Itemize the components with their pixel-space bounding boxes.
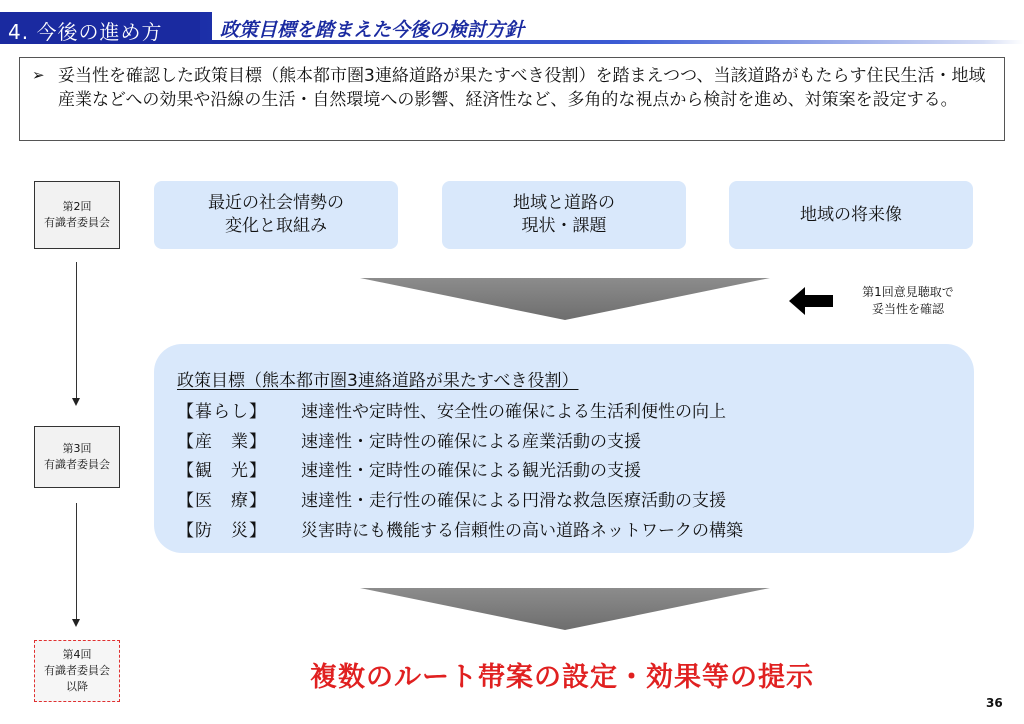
hearing-line: 第1回意見聴取で bbox=[862, 285, 954, 299]
policy-row-medical bbox=[177, 486, 726, 511]
topic-box-social bbox=[154, 181, 398, 249]
topic-line: 最近の社会情勢の bbox=[208, 193, 344, 213]
big-down-arrow-icon bbox=[360, 278, 770, 320]
policy-category: 【観 光】 bbox=[177, 461, 267, 481]
meeting-box-3 bbox=[34, 426, 120, 488]
meeting-number: 第4回 bbox=[62, 648, 92, 661]
policy-text: 災害時にも機能する信頼性の高い道路ネットワークの構築 bbox=[301, 521, 743, 541]
meeting-box-2 bbox=[34, 181, 120, 249]
bullet-arrow-icon: ➢ bbox=[32, 66, 45, 84]
meeting-label: 有識者委員会 bbox=[44, 664, 110, 677]
summary-text: 妥当性を確認した政策目標（熊本都市圏3連絡道路が果たすべき役割）を踏まえつつ、当該道路がもたらす住民生活・地域産業などへの効果や沿線の生活・自然環境への影響、経済性など、多角的な視点から検討を進め、対策案を設定する。 bbox=[58, 66, 986, 110]
policy-text: 速達性・定時性の確保による産業活動の支援 bbox=[301, 432, 641, 452]
meeting-suffix: 以降 bbox=[66, 680, 88, 693]
policy-row-disaster bbox=[177, 516, 743, 541]
timeline-line bbox=[76, 503, 77, 619]
topic-box-future bbox=[729, 181, 973, 249]
policy-row-tourism bbox=[177, 456, 641, 481]
meeting-number: 第2回 bbox=[62, 200, 92, 213]
policy-row-industry bbox=[177, 427, 641, 452]
topic-line: 現状・課題 bbox=[521, 216, 607, 236]
page-title: 政策目標を踏まえた今後の検討方針 bbox=[220, 19, 525, 41]
hearing-line: 妥当性を確認 bbox=[871, 302, 944, 316]
arrow-left-icon bbox=[789, 287, 833, 315]
arrow-down-icon bbox=[72, 398, 80, 406]
arrow-down-icon bbox=[72, 619, 80, 627]
meeting-number: 第3回 bbox=[62, 442, 92, 455]
policy-category: 【防 災】 bbox=[177, 521, 267, 541]
policy-text: 速達性・走行性の確保による円滑な救急医療活動の支援 bbox=[301, 491, 726, 511]
timeline-line bbox=[76, 262, 77, 398]
policy-category: 【医 療】 bbox=[177, 491, 267, 511]
policy-category: 【暮らし】 bbox=[177, 402, 267, 422]
topic-line: 変化と取組み bbox=[225, 216, 327, 236]
topic-line: 地域と道路の bbox=[513, 193, 615, 213]
page-number: 36 bbox=[986, 696, 1003, 710]
meeting-label: 有識者委員会 bbox=[44, 458, 110, 471]
policy-row-living bbox=[177, 397, 726, 422]
topic-box-region-road bbox=[442, 181, 686, 249]
section-label: 4. 今後の進め方 bbox=[8, 20, 163, 44]
result-text: 複数のルート帯案の設定・効果等の提示 bbox=[310, 662, 814, 693]
topic-line: 地域の将来像 bbox=[800, 204, 902, 225]
hearing-note bbox=[843, 284, 973, 318]
policy-category: 【産 業】 bbox=[177, 432, 267, 452]
meeting-label: 有識者委員会 bbox=[44, 216, 110, 229]
policy-text: 速達性・定時性の確保による観光活動の支援 bbox=[301, 461, 641, 481]
big-down-arrow-icon bbox=[360, 588, 770, 630]
policy-title: 政策目標（熊本都市圏3連絡道路が果たすべき役割） bbox=[177, 371, 579, 391]
policy-text: 速達性や定時性、安全性の確保による生活利便性の向上 bbox=[301, 402, 726, 422]
